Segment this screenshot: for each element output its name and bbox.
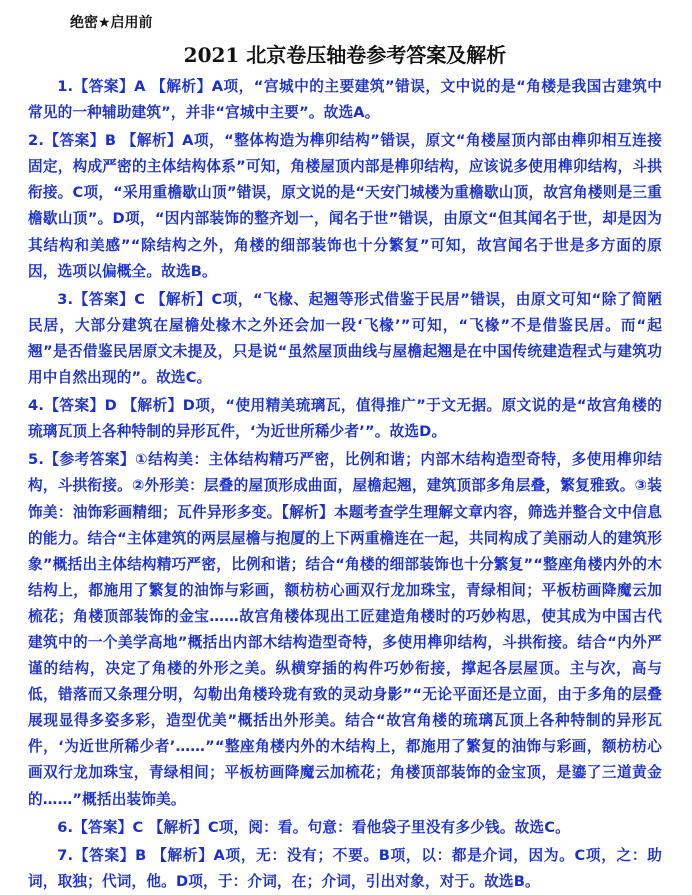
answer-item-1: 1.【答案】A 【解析】A项，“宫城中的主要建筑”错误，文中说的是“角楼是我国古建筑中常见的一种辅助建筑”，并非“宫城中主要”。故选A。 [28,78,662,122]
answer-item-5: 5.【参考答案】①结构美：主体结构精巧严密，比例和谐；内部木结构造型奇特，多使用榫卯结构，斗拱衔接。②外形美：层叠的屋顶形成曲面，屋檐起翘，建筑顶部多角层叠，繁复雅致。③装饰美：油饰彩画精细；瓦件异形多变。【解析】本题考查学生理解文章内容，筛选并整合文中信息的能力。结合“主体建筑的两层屋檐与抱厦的上下两重檐连在一起，共同构成了美丽动人的建筑形象”概括出主体结构精巧严密，比例和谐；结合“角楼的细部装饰也十分繁复”“整座角楼内外的木结构上，都施用了繁复的油饰与彩画，额枋枋心画双行龙加珠宝，青绿相间；平板枋画降魔云加梳花；角楼顶部装饰的金宝……故宫角楼体现出工匠建造角楼时的巧妙构思，使其成为中国古代建筑中的一个美学高地”概括出内部木结构造型奇特，多使用榫卯结构，斗拱衔接。结合“内外严谨的结构，决定了角楼的外形之美。纵横穿插的构件巧妙衔接，撑起各层屋顶。主与次，高与低，错落而又条理分明，勾勒出角楼玲珑有致的灵动身影”“无论平面还是立面，由于多角的层叠展现显得多姿多彩，造型优美”概括出外形美。结合“故宫角楼的琉璃瓦顶上各种特制的异形瓦件，‘为近世所稀少者’……”“整座角楼内外的木结构上，都施用了繁复的油饰与彩画，额枋枋心画双行龙加珠宝，青绿相间；平板枋画降魔云加梳花；角楼顶部装饰的金宝顶，是鎏了三道黄金的……”概括出装饰美。 [28,451,662,808]
answer-item-4: 4.【答案】D 【解析】D项，“使用精美琉璃瓦，值得推广”于文无据。原文说的是“故宫角楼的琉璃瓦顶上各种特制的异形瓦件，‘为近世所稀少者’”。故选D。 [28,397,662,441]
page-title: 2021 北京卷压轴卷参考答案及解析 [183,43,507,67]
answer-item-7: 7.【答案】B 【解析】A项，无：没有；不要。B项，以：都是介词，因为。C项，之：助词，取独；代词，他。D项，于：介词，在；介词，引出对象，对于。故选B。 [28,846,662,890]
answer-item-3: 3.【答案】C 【解析】C项，“飞椽、起翘等形式借鉴于民居”错误，由原文可知“除了简陋民居，大部分建筑在屋檐处椽木之外还会加一段‘飞椽’”可知，“飞椽”不是借鉴民居。而“起翘”是否借鉴民居原文未提及，只是说“虽然屋顶曲线与屋檐起翘是在中国传统建造程式与建筑功用中自然出现的”。故选C。 [28,290,662,387]
answer-item-6: 6.【答案】C 【解析】C项，阅：看。句意：看他袋子里没有多少钱。故选C。 [57,818,570,836]
answer-item-2: 2.【答案】B 【解析】A项，“整体构造为榫卯结构”错误，原文“角楼屋顶内部由榫卯相互连接固定，构成严密的主体结构体系”可知，角楼屋顶内部是榫卯结构，应该说多使用榫卯结构，斗拱衔接。C项，“采用重檐歇山顶”错误，原文说的是“天安门城楼为重檐歇山顶，故宫角楼则是三重檐歇山顶”。D项，“因内部装饰的整齐划一，闻名于世”错误，由原文“但其闻名于世，却是因为其结构和美感”“除结构之外，角楼的细部装饰也十分繁复”可知，故宫闻名于世是多方面的原因，选项以偏概全。故选B。 [28,132,662,280]
confidential-label: 绝密★启用前 [70,15,153,31]
